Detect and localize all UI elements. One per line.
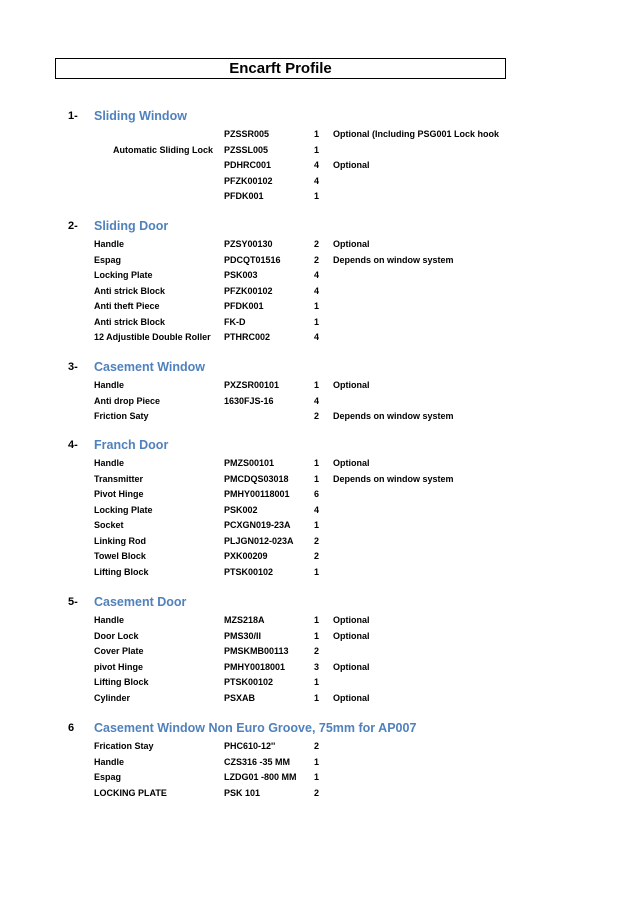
item-note: Optional	[333, 160, 370, 170]
item-row	[0, 472, 638, 488]
item-code: PCXGN019-23A	[224, 520, 291, 530]
section-1	[0, 105, 638, 205]
item-row	[0, 565, 638, 581]
item-note: Optional	[333, 661, 370, 672]
item-row	[0, 330, 638, 346]
section-4	[0, 434, 638, 580]
item-code: CZS316 -35 MM	[224, 756, 291, 767]
item-row	[0, 487, 638, 503]
item-code: PSK003	[224, 270, 258, 280]
item-qty: 1	[314, 144, 320, 155]
section-header	[0, 434, 638, 456]
item-qty: 6	[314, 489, 320, 499]
item-code: PFDK001	[224, 301, 264, 311]
section-number: 1-	[68, 110, 78, 122]
item-qty: 2	[314, 551, 320, 561]
section-title: Franch Door	[94, 438, 169, 452]
item-code: PZSSR005	[224, 129, 270, 139]
item-note: Depends on window system	[333, 473, 454, 484]
item-qty: 1	[314, 692, 320, 703]
item-name: Cover Plate	[94, 646, 144, 656]
item-qty: 2	[314, 254, 320, 265]
item-note: Optional	[333, 630, 370, 641]
item-qty: 1	[314, 129, 320, 139]
item-name: Frication Stay	[94, 741, 154, 751]
section-header	[0, 591, 638, 613]
item-code: PMCDQS03018	[224, 473, 289, 484]
item-row	[0, 394, 638, 410]
section-number: 5-	[68, 596, 78, 608]
item-name: Handle	[94, 380, 125, 390]
item-row	[0, 143, 638, 159]
item-qty: 4	[314, 395, 320, 406]
item-row	[0, 253, 638, 269]
item-note: Optional	[333, 458, 370, 468]
item-name: Socket	[94, 520, 124, 530]
item-code: PMHY00118001	[224, 489, 290, 499]
item-row	[0, 691, 638, 707]
item-name: Automatic Sliding Lock	[113, 144, 214, 155]
item-code: PFZK00102	[224, 175, 273, 186]
item-row	[0, 237, 638, 253]
section-title: Casement Door	[94, 595, 187, 609]
item-name: Door Lock	[94, 630, 139, 641]
item-name: pivot Hinge	[94, 661, 143, 672]
section-number: 6	[68, 722, 75, 734]
section-header	[0, 105, 638, 127]
item-row	[0, 158, 638, 174]
item-note: Depends on window system	[333, 411, 454, 421]
item-code: FK-D	[224, 316, 246, 327]
item-qty: 4	[314, 332, 320, 342]
item-code: 1630FJS-16	[224, 395, 274, 406]
section-number: 2-	[68, 220, 78, 232]
item-name: Friction Saty	[94, 411, 149, 421]
item-code: PTSK00102	[224, 566, 274, 577]
item-name: Pivot Hinge	[94, 489, 144, 499]
item-code: PMHY0018001	[224, 661, 286, 672]
item-row	[0, 456, 638, 472]
item-code: PXK00209	[224, 551, 268, 561]
item-name: Locking Plate	[94, 270, 153, 280]
item-row	[0, 786, 638, 802]
item-row	[0, 549, 638, 565]
item-qty: 1	[314, 615, 320, 625]
item-code: PLJGN012-023A	[224, 535, 294, 546]
item-code: PXZSR00101	[224, 380, 280, 390]
item-code: PMZS00101	[224, 458, 275, 468]
item-row	[0, 127, 638, 143]
item-qty: 4	[314, 175, 320, 186]
item-name: LOCKING PLATE	[94, 787, 167, 798]
item-code: PSK002	[224, 504, 258, 515]
item-qty: 2	[314, 741, 320, 751]
item-code: PDCQT01516	[224, 254, 281, 265]
section-header	[0, 356, 638, 378]
item-qty: 2	[314, 411, 320, 421]
item-name: Anti drop Piece	[94, 395, 161, 406]
item-name: Espag	[94, 772, 122, 782]
item-code: PMS30/II	[224, 630, 262, 641]
section-title: Sliding Door	[94, 219, 169, 233]
item-name: Linking Rod	[94, 535, 146, 546]
item-qty: 1	[314, 380, 320, 390]
item-code: PSK 101	[224, 787, 261, 798]
item-qty: 4	[314, 285, 320, 296]
item-qty: 1	[314, 301, 320, 311]
item-code: PDHRC001	[224, 160, 272, 170]
item-note: Optional	[333, 380, 370, 390]
item-row	[0, 613, 638, 629]
item-name: Handle	[94, 239, 125, 249]
item-row	[0, 268, 638, 284]
item-note: Optional (Including PSG001 Lock hook	[333, 129, 500, 139]
item-code: MZS218A	[224, 615, 265, 625]
section-header	[0, 215, 638, 237]
section-number: 3-	[68, 361, 78, 373]
item-qty: 1	[314, 520, 320, 530]
item-code: PSXAB	[224, 692, 256, 703]
item-row	[0, 534, 638, 550]
item-name: Cylinder	[94, 692, 131, 703]
item-row	[0, 660, 638, 676]
item-row	[0, 518, 638, 534]
item-row	[0, 675, 638, 691]
item-code: PZSY00130	[224, 239, 273, 249]
item-name: Anti strick Block	[94, 285, 166, 296]
item-code: PTHRC002	[224, 332, 271, 342]
item-name: Locking Plate	[94, 504, 153, 515]
item-name: Handle	[94, 458, 125, 468]
item-code: PMSKMB00113	[224, 646, 289, 656]
item-row	[0, 755, 638, 771]
item-row	[0, 739, 638, 755]
section-title: Sliding Window	[94, 109, 187, 123]
item-qty: 1	[314, 772, 320, 782]
item-name: Anti theft Piece	[94, 301, 160, 311]
item-qty: 1	[314, 191, 320, 201]
section-number: 4-	[68, 439, 78, 451]
item-name: Lifting Block	[94, 677, 149, 687]
item-qty: 3	[314, 661, 320, 672]
section-3	[0, 356, 638, 425]
item-qty: 4	[314, 504, 320, 515]
item-qty: 2	[314, 535, 320, 546]
item-qty: 2	[314, 239, 320, 249]
item-code: PZSSL005	[224, 144, 269, 155]
item-code: PFDK001	[224, 191, 264, 201]
item-row	[0, 174, 638, 190]
page-title: Encarft Profile	[229, 60, 332, 77]
item-name: Espag	[94, 254, 122, 265]
section-6	[0, 717, 638, 801]
item-code: LZDG01 -800 MM	[224, 772, 297, 782]
item-row	[0, 189, 638, 205]
item-qty: 1	[314, 458, 320, 468]
item-row	[0, 629, 638, 645]
item-name: Lifting Block	[94, 566, 149, 577]
item-row	[0, 770, 638, 786]
item-name: Handle	[94, 615, 125, 625]
item-row	[0, 284, 638, 300]
item-note: Optional	[333, 692, 370, 703]
item-name: Towel Block	[94, 551, 146, 561]
item-row	[0, 378, 638, 394]
item-qty: 1	[314, 630, 320, 641]
item-qty: 1	[314, 566, 320, 577]
item-name: Anti strick Block	[94, 316, 166, 327]
item-row	[0, 644, 638, 660]
item-qty: 4	[314, 160, 320, 170]
item-qty: 1	[314, 677, 320, 687]
item-row	[0, 409, 638, 425]
section-title: Casement Window Non Euro Groove, 75mm for AP007	[94, 721, 417, 735]
item-qty: 1	[314, 473, 320, 484]
item-row	[0, 299, 638, 315]
item-code: PFZK00102	[224, 285, 273, 296]
item-name: Handle	[94, 756, 125, 767]
item-qty: 2	[314, 787, 320, 798]
item-name: 12 Adjustible Double Roller	[94, 332, 211, 342]
item-row	[0, 503, 638, 519]
item-qty: 1	[314, 316, 320, 327]
item-note: Optional	[333, 615, 370, 625]
item-code: PTSK00102	[224, 677, 274, 687]
section-2	[0, 215, 638, 346]
item-qty: 4	[314, 270, 320, 280]
section-title: Casement Window	[94, 360, 206, 374]
page-title-box	[55, 58, 506, 79]
section-header	[0, 717, 638, 739]
item-qty: 1	[314, 756, 320, 767]
item-note: Optional	[333, 239, 370, 249]
section-5	[0, 591, 638, 706]
item-name: Transmitter	[94, 473, 144, 484]
item-note: Depends on window system	[333, 254, 454, 265]
item-code: PHC610-12''	[224, 741, 276, 751]
item-row	[0, 315, 638, 331]
item-qty: 2	[314, 646, 320, 656]
